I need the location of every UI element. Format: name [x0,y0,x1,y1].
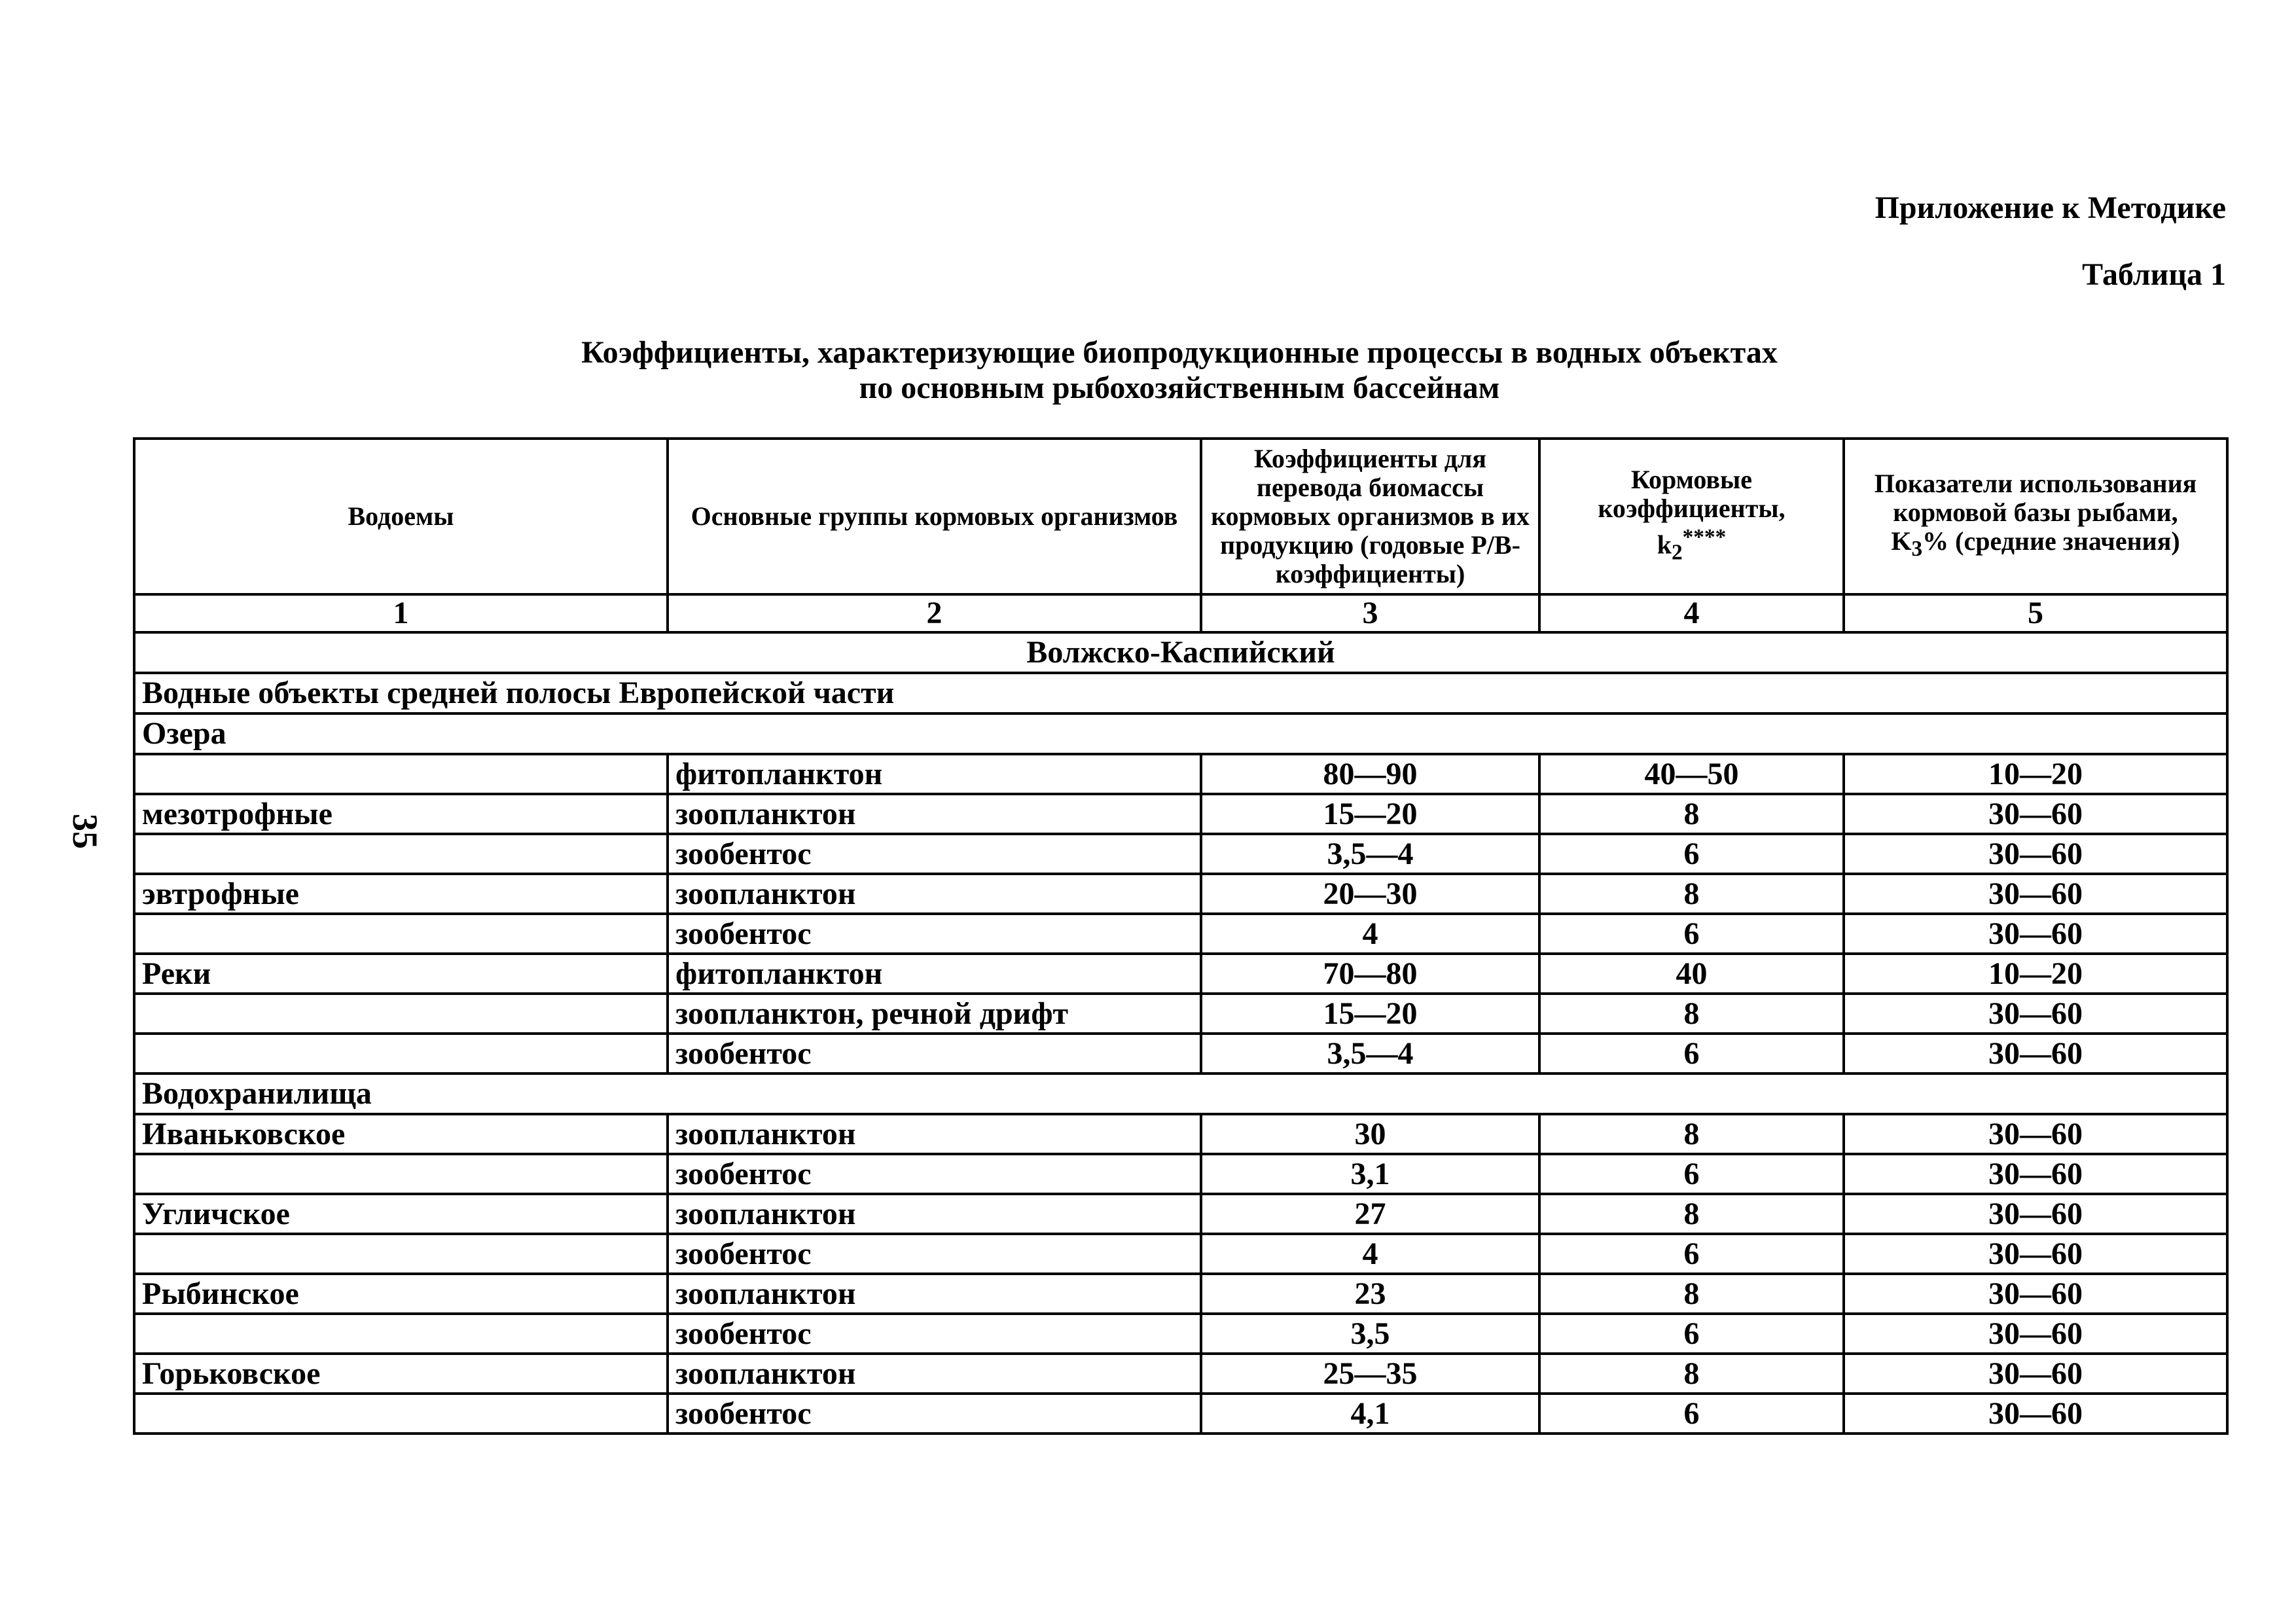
k3-usage-cell: 30—60 [1844,794,2227,834]
pb-coefficient-cell: 25—35 [1201,1354,1539,1394]
k3-usage-cell: 30—60 [1844,874,2227,914]
header-k2-subscript: 2 [1671,540,1683,565]
page-number: 35 [65,814,105,849]
k2-coefficient-cell: 8 [1539,1354,1844,1394]
pb-coefficient-cell: 3,1 [1201,1154,1539,1194]
waterbody-cell [134,1234,668,1274]
basin-row [134,632,2227,673]
feed-group-cell: зообентос [668,1234,1201,1274]
table-number: Таблица 1 [2082,257,2226,292]
pb-coefficient-cell: 27 [1201,1194,1539,1234]
column-number: 3 [1201,594,1539,632]
section-row-lakes [134,713,2227,754]
column-number: 1 [134,594,668,632]
table-row [134,1394,2227,1434]
feed-group-cell: зообентос [668,1394,1201,1434]
header-row [134,439,2227,594]
table-row [134,994,2227,1034]
waterbody-cell [134,914,668,954]
pb-coefficient-cell: 15—20 [1201,794,1539,834]
waterbody-cell [134,1154,668,1194]
k2-coefficient-cell: 8 [1539,794,1844,834]
k3-usage-cell: 30—60 [1844,1354,2227,1394]
header-feed-coefficients-text: Кормовые коэффициенты, [1598,465,1785,524]
k3-usage-cell: 30—60 [1844,1114,2227,1154]
k3-usage-cell: 30—60 [1844,994,2227,1034]
pb-coefficient-cell: 4 [1201,1234,1539,1274]
column-number: 4 [1539,594,1844,632]
table-row [134,1194,2227,1234]
k3-usage-cell: 30—60 [1844,1154,2227,1194]
k3-usage-cell: 10—20 [1844,954,2227,994]
k2-coefficient-cell: 6 [1539,1034,1844,1074]
table-row [134,1154,2227,1194]
table-row [134,1234,2227,1274]
section-region-label: Водные объекты средней полосы Европейской части [134,673,2227,713]
pb-coefficient-cell: 23 [1201,1274,1539,1314]
waterbody-cell: Реки [134,954,668,994]
table-row [134,1274,2227,1314]
header-k2-symbol: k [1657,530,1672,560]
feed-group-cell: зообентос [668,1314,1201,1354]
k2-coefficient-cell: 6 [1539,1394,1844,1434]
k3-usage-cell: 30—60 [1844,834,2227,874]
pb-coefficient-cell: 15—20 [1201,994,1539,1034]
k3-usage-cell: 30—60 [1844,914,2227,954]
feed-group-cell: зообентос [668,914,1201,954]
k2-coefficient-cell: 6 [1539,914,1844,954]
k3-usage-cell: 30—60 [1844,1234,2227,1274]
table-row [134,794,2227,834]
header-feed-groups: Основные группы кормовых организмов [668,439,1201,594]
waterbody-cell [134,754,668,794]
k2-coefficient-cell: 40—50 [1539,754,1844,794]
header-waterbodies: Водоемы [134,439,668,594]
header-k3-subscript: 3 [1911,537,1923,561]
feed-group-cell: зоопланктон [668,1114,1201,1154]
feed-group-cell: зообентос [668,1154,1201,1194]
k2-coefficient-cell: 8 [1539,994,1844,1034]
pb-coefficient-cell: 3,5—4 [1201,1034,1539,1074]
feed-group-cell: фитопланктон [668,954,1201,994]
table-title [133,335,2226,406]
pb-coefficient-cell: 30 [1201,1114,1539,1154]
pb-coefficient-cell: 3,5 [1201,1314,1539,1354]
k2-coefficient-cell: 6 [1539,1314,1844,1354]
pb-coefficient-cell: 4,1 [1201,1394,1539,1434]
k2-coefficient-cell: 40 [1539,954,1844,994]
feed-group-cell: зоопланктон [668,1194,1201,1234]
waterbody-cell: эвтрофные [134,874,668,914]
k3-usage-cell: 10—20 [1844,754,2227,794]
lake-rows [134,754,2227,1074]
waterbody-cell [134,1034,668,1074]
header-k2-footnote-mark: **** [1682,525,1727,550]
pb-coefficient-cell: 3,5—4 [1201,834,1539,874]
k3-usage-cell: 30—60 [1844,1314,2227,1354]
waterbody-cell [134,1394,668,1434]
feed-group-cell: зообентос [668,834,1201,874]
table-row [134,1354,2227,1394]
header-feed-base-usage [1844,439,2227,594]
header-feed-coefficients [1539,439,1844,594]
waterbody-cell: мезотрофные [134,794,668,834]
pb-coefficient-cell: 70—80 [1201,954,1539,994]
waterbody-cell [134,1314,668,1354]
header-k3-rest: % (средние значения) [1922,526,2180,556]
table-row [134,1314,2227,1354]
k3-usage-cell: 30—60 [1844,1394,2227,1434]
feed-group-cell: зоопланктон, речной дрифт [668,994,1201,1034]
feed-group-cell: зообентос [668,1034,1201,1074]
table-row [134,874,2227,914]
k2-coefficient-cell: 8 [1539,1114,1844,1154]
k2-coefficient-cell: 6 [1539,1154,1844,1194]
k2-coefficient-cell: 6 [1539,1234,1844,1274]
waterbody-cell [134,834,668,874]
table-title-line-2: по основным рыбохозяйственным бассейнам [859,370,1500,405]
k2-coefficient-cell: 8 [1539,1194,1844,1234]
feed-group-cell: зоопланктон [668,1354,1201,1394]
waterbody-cell [134,994,668,1034]
table-row [134,954,2227,994]
section-lakes-label: Озера [134,713,2227,754]
waterbody-cell: Рыбинское [134,1274,668,1314]
waterbody-cell: Иваньковское [134,1114,668,1154]
column-number-row [134,594,2227,632]
table-row [134,754,2227,794]
section-row-reservoirs [134,1074,2227,1114]
table-title-line-1: Коэффициенты, характеризующие биопродукционные процессы в водных объектах [581,335,1778,370]
column-number: 2 [668,594,1201,632]
k3-usage-cell: 30—60 [1844,1194,2227,1234]
appendix-label: Приложение к Методике [1874,190,2226,225]
table-row [134,914,2227,954]
pb-coefficient-cell: 80—90 [1201,754,1539,794]
waterbody-cell: Горьковское [134,1354,668,1394]
table-row [134,1114,2227,1154]
column-number: 5 [1844,594,2227,632]
coefficients-table [133,437,2229,1435]
table-row [134,1034,2227,1074]
header-feed-base-usage-text: Показатели использования кормовой базы рыбами, [1874,469,2197,527]
basin-name: Волжско-Каспийский [134,632,2227,673]
waterbody-cell: Угличское [134,1194,668,1234]
feed-group-cell: зоопланктон [668,794,1201,834]
pb-coefficient-cell: 4 [1201,914,1539,954]
k2-coefficient-cell: 8 [1539,874,1844,914]
section-reservoirs-label: Водохранилища [134,1074,2227,1114]
header-k3-symbol: K [1891,526,1912,556]
table-row [134,834,2227,874]
feed-group-cell: зоопланктон [668,874,1201,914]
k2-coefficient-cell: 8 [1539,1274,1844,1314]
k3-usage-cell: 30—60 [1844,1274,2227,1314]
pb-coefficient-cell: 20—30 [1201,874,1539,914]
reservoir-rows [134,1114,2227,1434]
k3-usage-cell: 30—60 [1844,1034,2227,1074]
k2-coefficient-cell: 6 [1539,834,1844,874]
feed-group-cell: зоопланктон [668,1274,1201,1314]
feed-group-cell: фитопланктон [668,754,1201,794]
section-row-region [134,673,2227,713]
header-pb-coefficients: Коэффициенты для перевода биомассы кормовых организмов в их продукцию (годовые P/B-коэффициенты) [1201,439,1539,594]
